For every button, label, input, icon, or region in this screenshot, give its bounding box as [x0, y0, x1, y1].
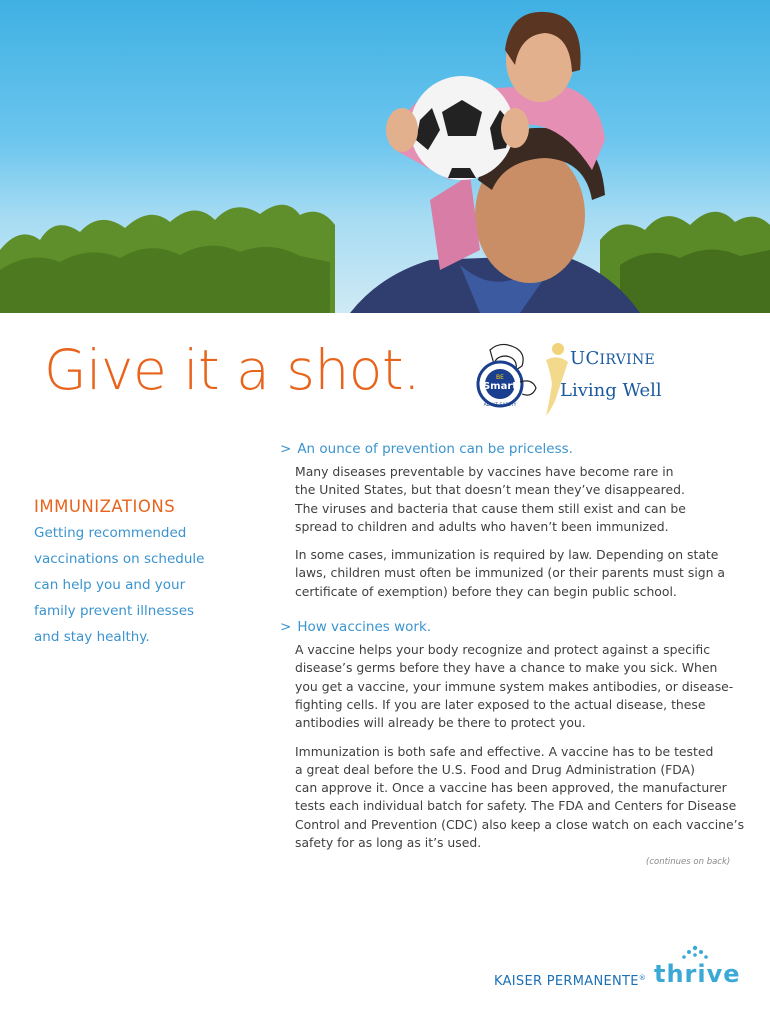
chevron-right-icon: >: [280, 441, 292, 457]
kaiser-wordmark: KAISER PERMANENTE: [494, 974, 639, 989]
paragraph-line: safety for as long as it’s used.: [295, 835, 482, 851]
sidebar-line: vaccinations on schedule: [34, 551, 205, 567]
chevron-right-icon: >: [280, 619, 292, 636]
section-heading-how-vaccines-work: [280, 619, 732, 635]
paragraph: [295, 743, 745, 853]
kaiser-permanente-logo: [494, 974, 646, 989]
paragraph-line: Many diseases preventable by vaccines have become rare in: [295, 464, 674, 479]
paragraph: [295, 546, 732, 601]
paragraph-line: disease’s germs before they have a chance to make you sick. When: [295, 660, 718, 676]
registered-mark: ®: [638, 974, 647, 982]
uci-living-well-logo: [540, 340, 670, 420]
paragraph: [295, 641, 732, 732]
hero-photo: [0, 0, 770, 313]
continues-note: (continues on back): [646, 857, 731, 867]
section-heading-text: How vaccines work.: [297, 619, 432, 636]
main-content: [280, 441, 745, 862]
paragraph-line: antibodies will already be there to protect you.: [295, 715, 586, 731]
seal-text-top: BE: [496, 374, 504, 381]
thrive-logo: thrive: [654, 960, 741, 988]
uci-small: IRVINE: [599, 352, 656, 368]
paragraph-line: The viruses and bacteria that cause them still exist and can be: [295, 500, 686, 516]
sidebar-line: can help you and your: [34, 577, 186, 593]
seal-text-main: Smart: [482, 381, 518, 392]
paragraph-line: fighting cells. If you are later exposed to the actual disease, these: [295, 696, 706, 712]
sidebar-line: family prevent illnesses: [34, 603, 195, 619]
paragraph-line: a great deal before the U.S. Food and Drug Administration (FDA): [295, 761, 695, 777]
sidebar-heading: IMMUNIZATIONS: [34, 497, 176, 516]
paragraph-line: spread to children and adults who haven’t been immunized.: [295, 518, 669, 534]
paragraph-line: A vaccine helps your body recognize and protect against a specific: [295, 642, 711, 658]
sidebar-intro: [34, 520, 234, 650]
paragraph-line: you get a vaccine, your immune system makes antibodies, or disease-: [295, 678, 734, 694]
hero-illustration: [0, 0, 770, 313]
sidebar-line: and stay healthy.: [34, 629, 150, 645]
paragraph: [295, 463, 732, 536]
uci-main: UC: [570, 348, 600, 369]
sidebar-line: Getting recommended: [34, 525, 187, 541]
paragraph-line: Immunization is both safe and effective. A vaccine has to be tested: [295, 743, 714, 759]
uci-wordmark: [570, 348, 655, 369]
paragraph-line: the United States, but that doesn’t mean they’ve disappeared.: [295, 482, 685, 498]
page-title: Give it a shot.: [44, 338, 420, 402]
paragraph-line: laws, children must often be immunized (or their parents must sign a: [295, 565, 726, 581]
paragraph-line: In some cases, immunization is required by law. Depending on state: [295, 547, 719, 563]
living-well-wordmark: Living Well: [560, 380, 662, 401]
be-smart-seal-logo: [466, 342, 544, 416]
paragraph-line: Control and Prevention (CDC) also keep a close watch on each vaccine’s: [295, 816, 745, 832]
paragraph-line: tests each individual batch for safety. The FDA and Centers for Disease: [295, 798, 737, 814]
section-heading-text: An ounce of prevention can be priceless.: [297, 441, 573, 457]
paragraph-line: certificate of exemption) before they can begin public school.: [295, 583, 677, 599]
section-heading-prevention: [280, 441, 732, 457]
paragraph-line: can approve it. Once a vaccine has been approved, the manufacturer: [295, 780, 727, 796]
seal-text-ring: ADULT SAFETY: [483, 403, 517, 408]
